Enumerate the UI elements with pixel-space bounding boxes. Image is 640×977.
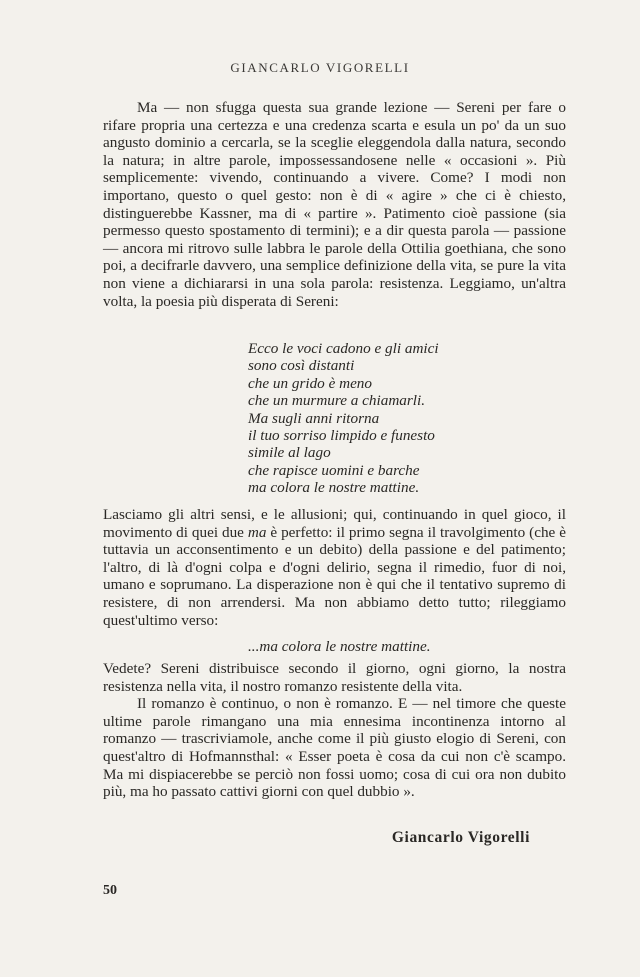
- page-number: 50: [103, 883, 117, 898]
- verse-line: che un grido è meno: [248, 374, 372, 392]
- quoted-verse-line: ...ma colora le nostre mattine.: [248, 638, 431, 655]
- verse-line: ma colora le nostre mattine.: [248, 479, 420, 497]
- closing-paragraphs: [103, 660, 566, 801]
- verse-line: simile al lago: [248, 444, 331, 462]
- running-header: GIANCARLO VIGORELLI: [230, 60, 410, 75]
- paragraph-2-start: Lasciamo gli altri sensi, e le allusioni; qui, continuando in quel gioco, il movimento di quei due: [103, 506, 566, 541]
- paragraph-4: Il romanzo è continuo, o non è romanzo. E — nel timore che queste ultime parole rimangano una mia ennesima incontinenza intorno al romanzo — trascriviamole, anche come il più giusto elogio di Sereni, con quest'altro di Hofmannsthal: « Esser poeta è cosa da cui non c'è scampo. Ma mi dispiacerebbe se perciò non fossi uomo; cosa di cui ora non dubito più, ma ho passato cattivi giorni con quel dubbio ».: [103, 695, 566, 801]
- author-signature: Giancarlo Vigorelli: [391, 829, 530, 846]
- verse-line: il tuo sorriso limpido e funesto: [248, 427, 435, 445]
- verse-line: che un murmure a chiamarli.: [248, 392, 426, 410]
- verse-line: Ecco le voci cadono e gli amici: [248, 340, 439, 357]
- verse-line: Ma sugli anni ritorna: [248, 409, 380, 427]
- paragraph-1-text: Ma — non sfugga questa sua grande lezione — Sereni per fare o rifare propria una certezza e una credenza scarta e esula un po' da un suo angusto dominio a cercarla, se la sceglie eleggendola dalla natura, secondo la natura; in altre parole, impossessandosene nelle « occasioni ». Più semplicemente: vivendo, continuando a vivere. Come? I modi non importano, questo o quel gesto: non è di « agire » che ci è chiesto, distinguerebbe Kassner, ma di « partire ». Patimento cioè passione (sia permesso questo spostamento di termini); e a dir questa parola — passione — ancora mi ritrovo sulle labbra le parole della Ottilia goethiana, che sono poi, a decifrarle davvero, una semplice definizione della vita, se pure la vita non viene a dichiararsi in una sola parola: resistenza. Leggiamo, un'altra volta, la poesia più disperata di Sereni:: [103, 99, 566, 310]
- verse-line: che rapisce uomini e barche: [248, 461, 420, 479]
- verse-quotation: [248, 340, 439, 497]
- paragraph-2-text: [103, 506, 566, 629]
- paragraph-2-end: è perfetto: il primo segna il travolgimento (che è tuttavia un acconsentimento e un debito) della passione e del patimento; l'altro, di là d'ogni colpa e d'ogni delirio, segna il rimedio, fuor di noi, umano e soprumano. La disperazione non è qui che il tentativo supremo di resistere, di non arrendersi. Ma non abbiamo detto tutto; rileggiamo quest'ultimo verso:: [103, 523, 566, 629]
- paragraph-3: Vedete? Sereni distribuisce secondo il giorno, ogni giorno, la nostra resistenza nella vita, il nostro romanzo resistente della vita.: [103, 660, 566, 695]
- verse-line: sono così distanti: [248, 357, 355, 375]
- paragraph-2-italic-ma: ma: [247, 523, 267, 541]
- paragraph-2: [103, 506, 566, 629]
- paragraph-1: [103, 99, 566, 310]
